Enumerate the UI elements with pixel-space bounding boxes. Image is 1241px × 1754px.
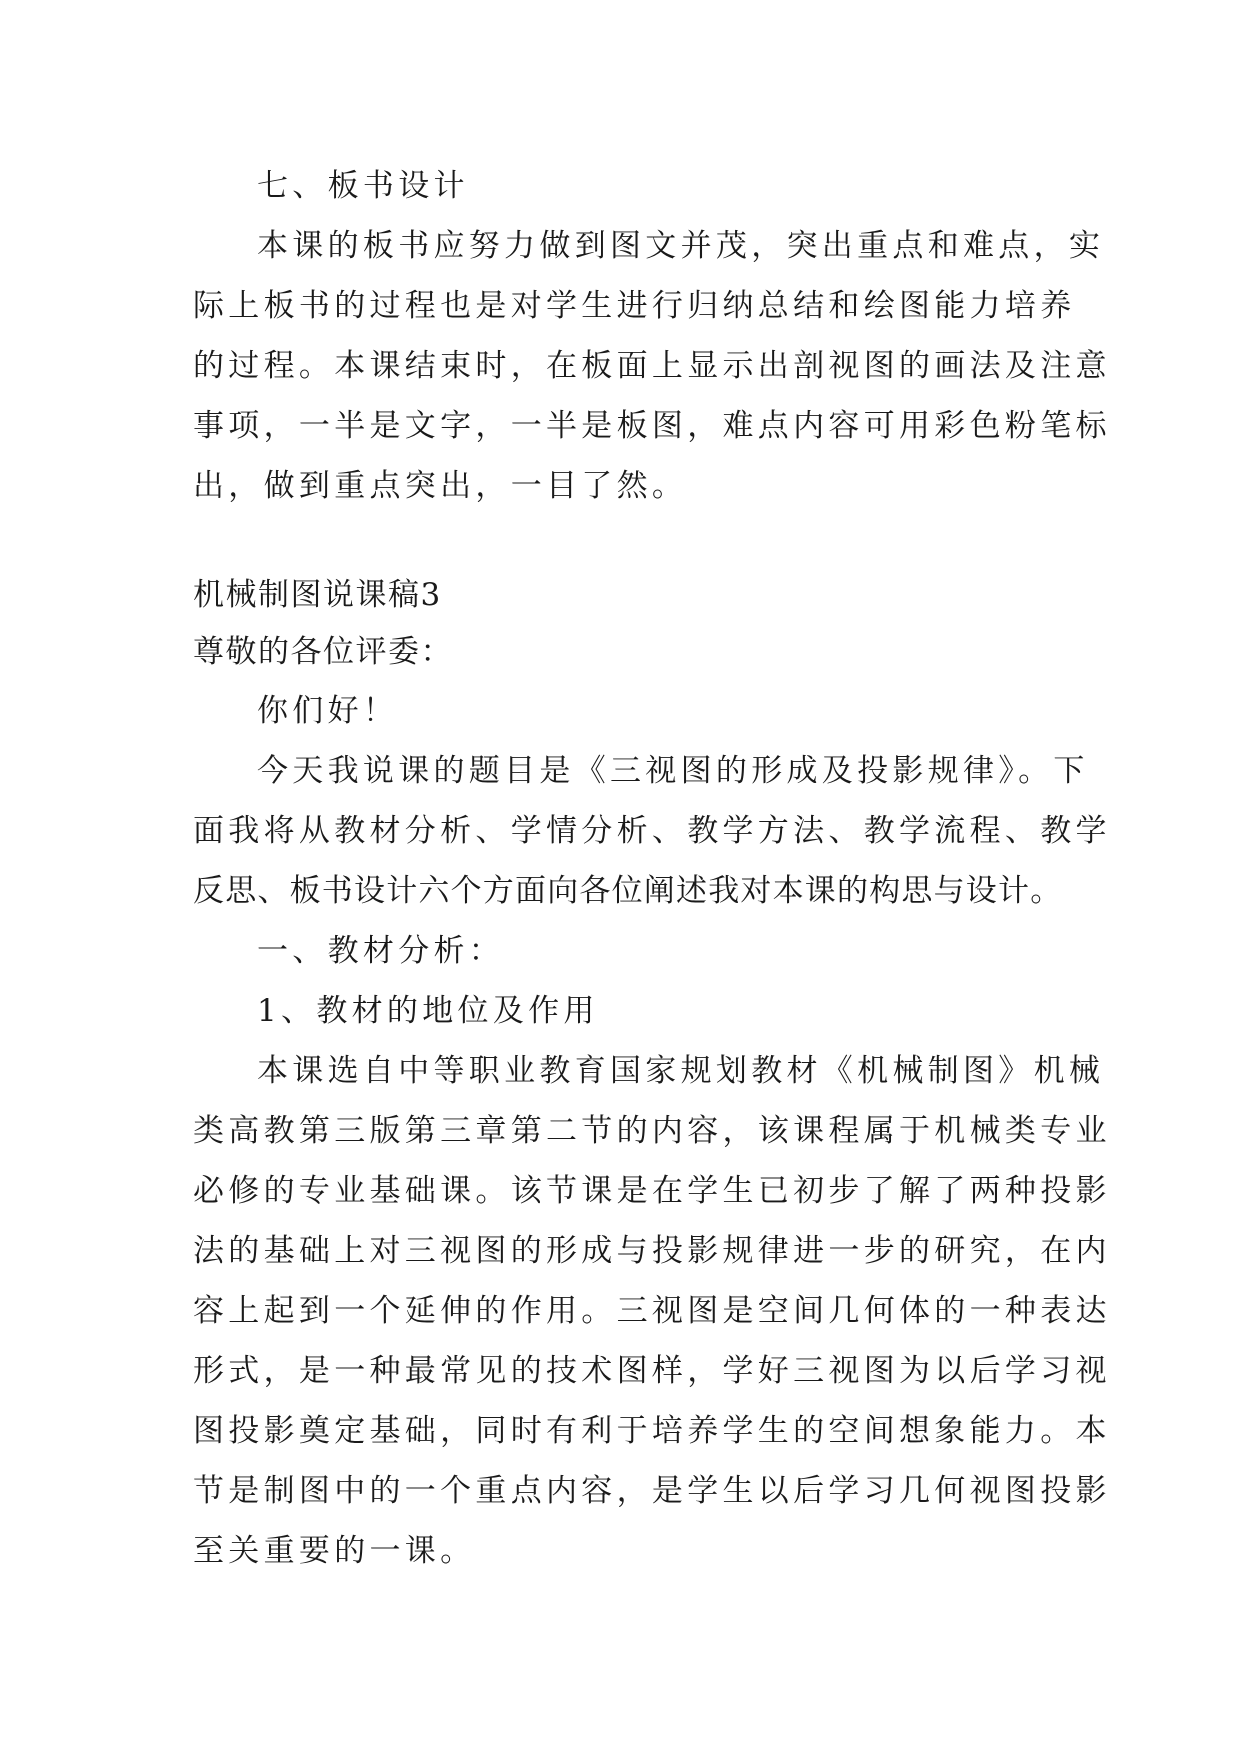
paragraph-line: 际上板书的过程也是对学生进行归纳总结和绘图能力培养: [193, 288, 1076, 324]
paragraph-line: 本课的板书应努力做到图文并茂，突出重点和难点，实: [257, 228, 1105, 264]
paragraph-line: 出，做到重点突出，一目了然。: [193, 468, 688, 504]
paragraph-line: 的过程。本课结束时，在板面上显示出剖视图的画法及注意: [193, 348, 1111, 384]
section-heading: 七、板书设计: [257, 168, 469, 204]
body-line: 必修的专业基础课。该节课是在学生已初步了解了两种投影: [193, 1173, 1111, 1209]
body-line: 本课选自中等职业教育国家规划教材《机械制图》机械: [257, 1053, 1105, 1089]
body-line: 图投影奠定基础，同时有利于培养学生的空间想象能力。本: [193, 1413, 1111, 1449]
document-title: 机械制图说课稿3: [193, 577, 442, 613]
intro-line: 反思、板书设计六个方面向各位阐述我对本课的构思与设计。: [193, 873, 1063, 909]
body-line: 节是制图中的一个重点内容，是学生以后学习几何视图投影: [193, 1473, 1111, 1509]
body-line: 类高教第三版第三章第二节的内容，该课程属于机械类专业: [193, 1113, 1111, 1149]
subsection-heading: 1、教材的地位及作用: [257, 993, 599, 1029]
body-line: 形式，是一种最常见的技术图样，学好三视图为以后学习视: [193, 1353, 1111, 1389]
intro-line: 今天我说课的题目是《三视图的形成及投影规律》。下: [257, 753, 1089, 789]
body-line: 容上起到一个延伸的作用。三视图是空间几何体的一种表达: [193, 1293, 1111, 1329]
intro-line: 面我将从教材分析、学情分析、教学方法、教学流程、教学: [193, 813, 1111, 849]
paragraph-line: 事项，一半是文字，一半是板图，难点内容可用彩色粉笔标: [193, 408, 1111, 444]
greeting: 你们好！: [257, 693, 399, 729]
body-line: 至关重要的一课。: [193, 1533, 476, 1569]
section-heading: 一、教材分析：: [257, 933, 505, 969]
body-line: 法的基础上对三视图的形成与投影规律进一步的研究，在内: [193, 1233, 1111, 1269]
salutation: 尊敬的各位评委：: [193, 634, 453, 670]
